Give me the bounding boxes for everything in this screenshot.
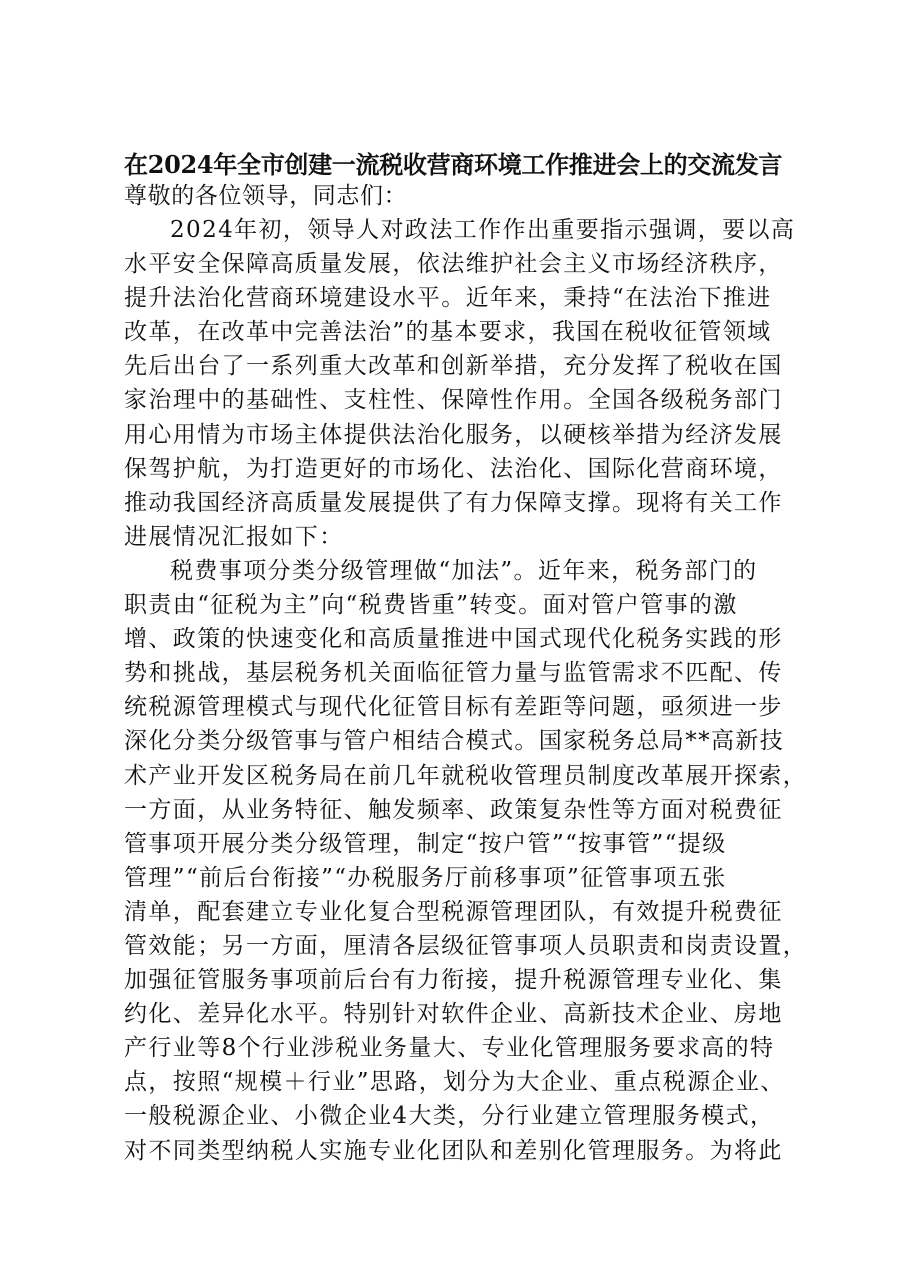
paragraph-line: 进展情况汇报如下： [124,523,344,550]
paragraph-line: 一般税源企业、小微企业4大类，分行业建立管理服务模式， [124,1103,775,1130]
paragraph-line: 2024年初，领导人对政法工作作出重要指示强调，要以高 [170,217,796,243]
paragraph-line: 清单，配套建立专业化复合型税源管理团队，有效提升税费征 [124,898,783,925]
paragraph-line: 改革，在改革中完善法治”的基本要求，我国在税收征管领域 [124,319,772,346]
paragraph-line: 保驾护航，为打造更好的市场化、法治化、国际化营商环境， [124,455,783,482]
paragraph-line: 产行业等8个行业涉税业务量大、专业化管理服务要求高的特 [124,1035,775,1062]
paragraph-line: 一方面，从业务特征、触发频率、政策复杂性等方面对税费征 [124,796,783,823]
paragraph-line: 统税源管理模式与现代化征管目标有差距等问题，亟须进一步 [124,694,783,721]
paragraph-line: 术产业开发区税务局在前几年就税收管理员制度改革展开探索， [124,762,808,789]
paragraph-intro [124,213,804,554]
paragraph-line: 对不同类型纳税人实施专业化团队和差别化管理服务。为将此 [124,1137,783,1164]
paragraph-line: 管事项开展分类分级管理，制定“按户管”“按事管”“提级 [124,830,727,857]
paragraph-line: 增、政策的快速变化和高质量推进中国式现代化税务实践的形 [124,626,783,653]
paragraph-line: 加强征管服务事项前后台有力衔接，提升税源管理专业化、集 [124,967,783,994]
paragraph-line: 职责由“征税为主”向“税费皆重”转变。面对管户管事的激 [124,592,738,619]
document-body [124,145,808,1168]
document-title: 在2024年全市创建一流税收营商环境工作推进会上的交流发言 [124,150,783,179]
paragraph-line: 税费事项分类分级管理做“加法”。近年来，税务部门的 [170,557,758,584]
paragraph-line: 提升法治化营商环境建设水平。近年来，秉持“在法治下推进 [124,285,772,312]
paragraph-line: 先后出台了一系列重大改革和创新举措，充分发挥了税收在国 [124,353,783,380]
paragraph-line: 家治理中的基础性、支柱性、保障性作用。全国各级税务部门 [124,387,783,414]
paragraph-line: 管理”“前后台衔接”“办税服务厅前移事项”征管事项五张 [124,864,727,891]
paragraph-line: 水平安全保障高质量发展，依法维护社会主义市场经济秩序， [124,251,783,278]
paragraph-line: 势和挑战，基层税务机关面临征管力量与监管需求不匹配、传 [124,660,783,687]
paragraph-line: 点，按照“规模＋行业”思路，划分为大企业、重点税源企业、 [124,1069,785,1096]
paragraph-tax-classification [124,554,808,1168]
paragraph-line: 推动我国经济高质量发展提供了有力保障支撑。现将有关工作 [124,489,783,516]
paragraph-line: 管效能；另一方面，厘清各层级征管事项人员职责和岗责设置， [124,932,808,959]
paragraph-line: 深化分类分级管事与管户相结合模式。国家税务总局**高新技 [124,728,785,755]
paragraph-line: 用心用情为市场主体提供法治化服务，以硬核举措为经济发展 [124,421,783,448]
paragraph-line: 约化、差异化水平。特别针对软件企业、高新技术企业、房地 [124,1001,783,1028]
salutation: 尊敬的各位领导，同志们： [124,183,408,209]
